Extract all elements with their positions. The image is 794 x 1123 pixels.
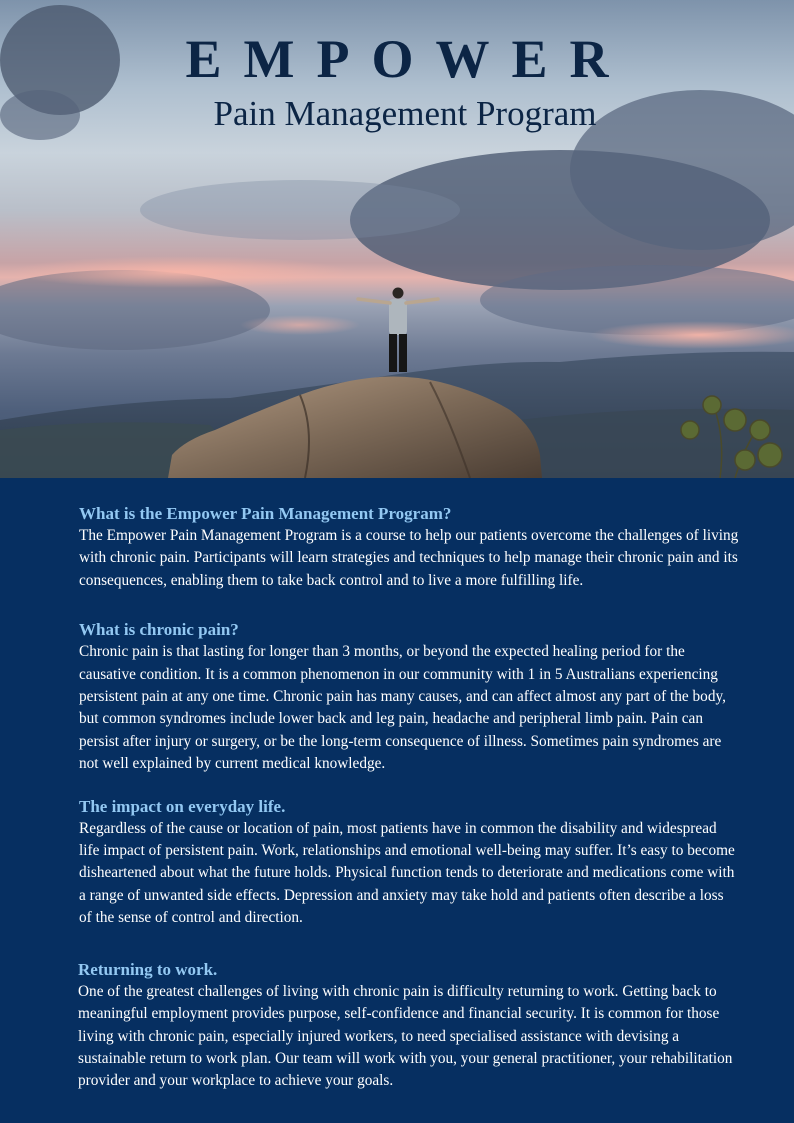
section-heading: What is the Empower Pain Management Program? (79, 504, 452, 523)
section-body: Regardless of the cause or location of pain, most patients have in common the disability and widespread life impact of persistent pain. Work, relationships and emotional well-being may suffer. It’s easy to become disheartened about what the future holds. Physical function tends to deteriorate and medications come with a range of unwanted side effects. Depression and anxiety may take hold and patients often describe a loss of the sense of control and direction. (79, 819, 735, 927)
section-heading: What is chronic pain? (79, 620, 239, 640)
sunset-glow-left (10, 256, 350, 288)
section-body: Chronic pain is that lasting for longer than 3 months, or beyond the expected healing period for the causative condition. It is a common phenomenon in our community with 1 in 5 Australians experiencing persistent pain at any one time. Chronic pain has many causes, and can affect almost any part of the body, but common syndromes include lower back and leg pain, headache and peripheral limb pain. Pain can persist after injury or surgery, or be the long-term consequence of illness. Sometimes pain syndromes are not well explained by current medical knowledge. (79, 643, 726, 773)
content-area (79, 503, 739, 1093)
program-title: EMPOWER (185, 29, 631, 89)
section-heading: Returning to work. (78, 959, 218, 979)
person-silhouette (358, 288, 438, 373)
section-program-overview (79, 503, 739, 592)
section-heading: The impact on everyday life. (79, 796, 286, 816)
section-everyday-impact (79, 796, 739, 930)
hero-banner (0, 0, 794, 478)
section-body: The Empower Pain Management Program is a course to help our patients overcome the challenges of living with chronic pain. Participants will learn strategies and techniques to help manage their chronic pain and its consequences, enabling them to take back control and to live a more fulfilling life. (79, 527, 739, 589)
section-chronic-pain (79, 619, 739, 775)
section-returning-to-work (78, 959, 739, 1093)
section-body: One of the greatest challenges of living with chronic pain is difficulty returning to work. Getting back to meaningful employment provides purpose, self-confidence and financial security. It is common for those living with chronic pain, especially injured workers, to need specialised assistance with devising a sustainable return to work plan. Our team will work with you, your general practitioner, your rehabilitation provider and your workplace to achieve your goals. (78, 982, 733, 1090)
program-subtitle: Pain Management Program (213, 94, 597, 133)
